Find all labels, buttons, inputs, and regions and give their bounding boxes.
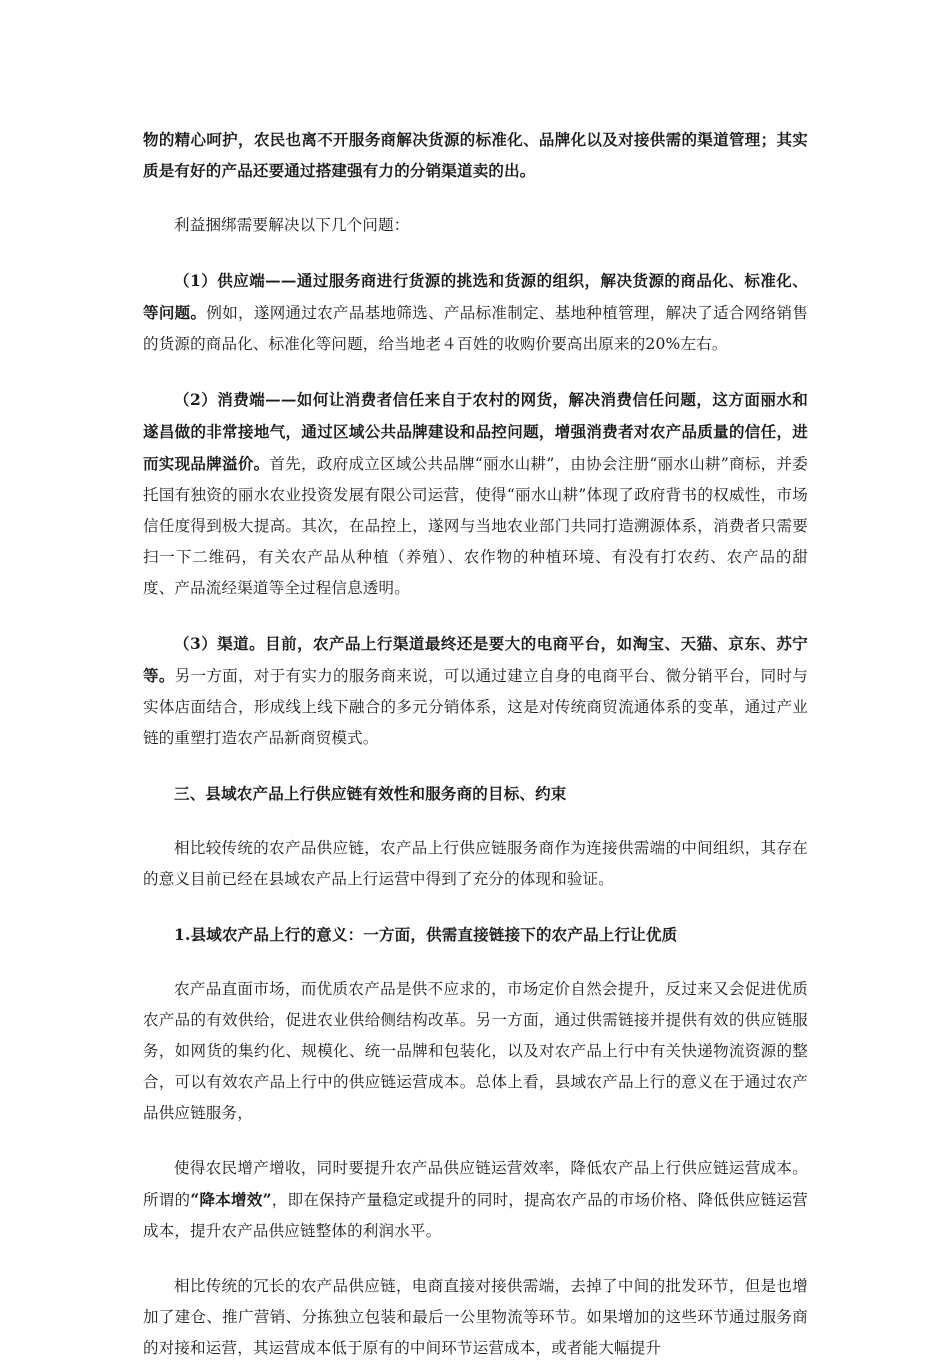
consumer-side-text: 首先，政府成立区域公共品牌“丽水山耕”，由协会注册“丽水山耕”商标，并委托国有独资的丽水农业投资发展有限公司运营，使得“丽水山耕”体现了政府背书的权威性，市场信任度得到极大提高。其次，在品控上，遂网与当地农业部门共同打造溯源体系，消费者只需要扫一下二维码，有关农产品从种植（养殖）、农作物的种植环境、有没有打农药、农产品的甜度、产品流经渠道等全过程信息透明。 (143, 455, 808, 597)
paragraph-supply-chain-comparison: 相比传统的冗长的农产品供应链，电商直接对接供需端，去掉了中间的批发环节，但是也增加了建仓、推广营销、分拣独立包装和最后一公里物流等环节。如果增加的这些环节通过服务商的对接和运营，其运营成本低于原有的中间环节运营成本，或者能大幅提升 (143, 1277, 808, 1357)
paragraph-consumer-side (143, 384, 808, 604)
channel-heading: （3）渠道。目前，农产品上行渠道最终还是要大的电商平台，如淘宝、天猫、京东、苏宁等。 (143, 634, 808, 685)
paragraph-cost-efficiency (143, 1153, 808, 1247)
paragraph-channel (143, 628, 808, 754)
paragraph-intro-list: 利益捆绑需要解决以下几个问题： (174, 216, 410, 234)
channel-text: 另一方面，对于有实力的服务商来说，可以通过建立自身的电商平台、微分销平台，同时与实体店面结合，形成线上线下融合的多元分销体系，这是对传统商贸流通体系的变革，通过产业链的重塑打造农产品新商贸模式。 (143, 667, 808, 747)
cost-efficiency-text-b: ，即在保持产量稳定或提升的同时，提高农产品的市场价格、降低供应链运营成本，提升农产品供应链整体的利润水平。 (143, 1191, 808, 1240)
paragraph-market-pricing: 农产品直面市场，而优质农产品是供不应求的，市场定价自然会提升，反过来又会促进优质农产品的有效供给，促进农业供给侧结构改革。另一方面，通过供需链接并提供有效的供应链服务，如网货的集约化、规模化、统一品牌和包装化，以及对农产品上行中有关快递物流资源的整合，可以有效农产品上行中的供应链运营成本。总体上看，县域农产品上行的意义在于通过农产品供应链服务， (143, 980, 808, 1122)
paragraph-significance-intro: 相比较传统的农产品供应链，农产品上行供应链服务商作为连接供需端的中间组织，其存在的意义目前已经在县域农产品上行运营中得到了充分的体现和验证。 (143, 839, 808, 888)
section-heading-3: 三、县域农产品上行供应链有效性和服务商的目标、约束 (174, 784, 567, 803)
subsection-heading-1: 1.县域农产品上行的意义：一方面，供需直接链接下的农产品上行让优质 (174, 925, 678, 944)
paragraph-continuation: 物的精心呵护，农民也离不开服务商解决货源的标准化、品牌化以及对接供需的渠道管理；其实质是有好的产品还要通过搭建强有力的分销渠道卖的出。 (143, 130, 808, 180)
cost-efficiency-text-a: 使得农民增产增收，同时要提升农产品供应链运营效率，降低农产品上行供应链运营成本。所谓的 (143, 1159, 808, 1209)
consumer-side-heading: （2）消费端——如何让消费者信任来自于农村的网货，解决消费信任问题，这方面丽水和遂昌做的非常接地气，通过区域公共品牌建设和品控问题，增强消费者对农产品质量的信任，进而实现品牌溢价。 (143, 390, 808, 473)
document-body (143, 124, 808, 1364)
supply-side-text: 例如，遂网通过农产品基地筛选、产品标准制定、基地种植管理，解决了适合网络销售的货源的商品化、标准化等问题，给当地老４百姓的收购价要高出原来的20%左右。 (143, 304, 808, 353)
cost-efficiency-term: “降本增效” (190, 1190, 272, 1209)
supply-side-heading: （1）供应端——通过服务商进行货源的挑选和货源的组织，解决货源的商品化、标准化、等问题。 (143, 271, 808, 322)
paragraph-supply-side (143, 265, 808, 360)
